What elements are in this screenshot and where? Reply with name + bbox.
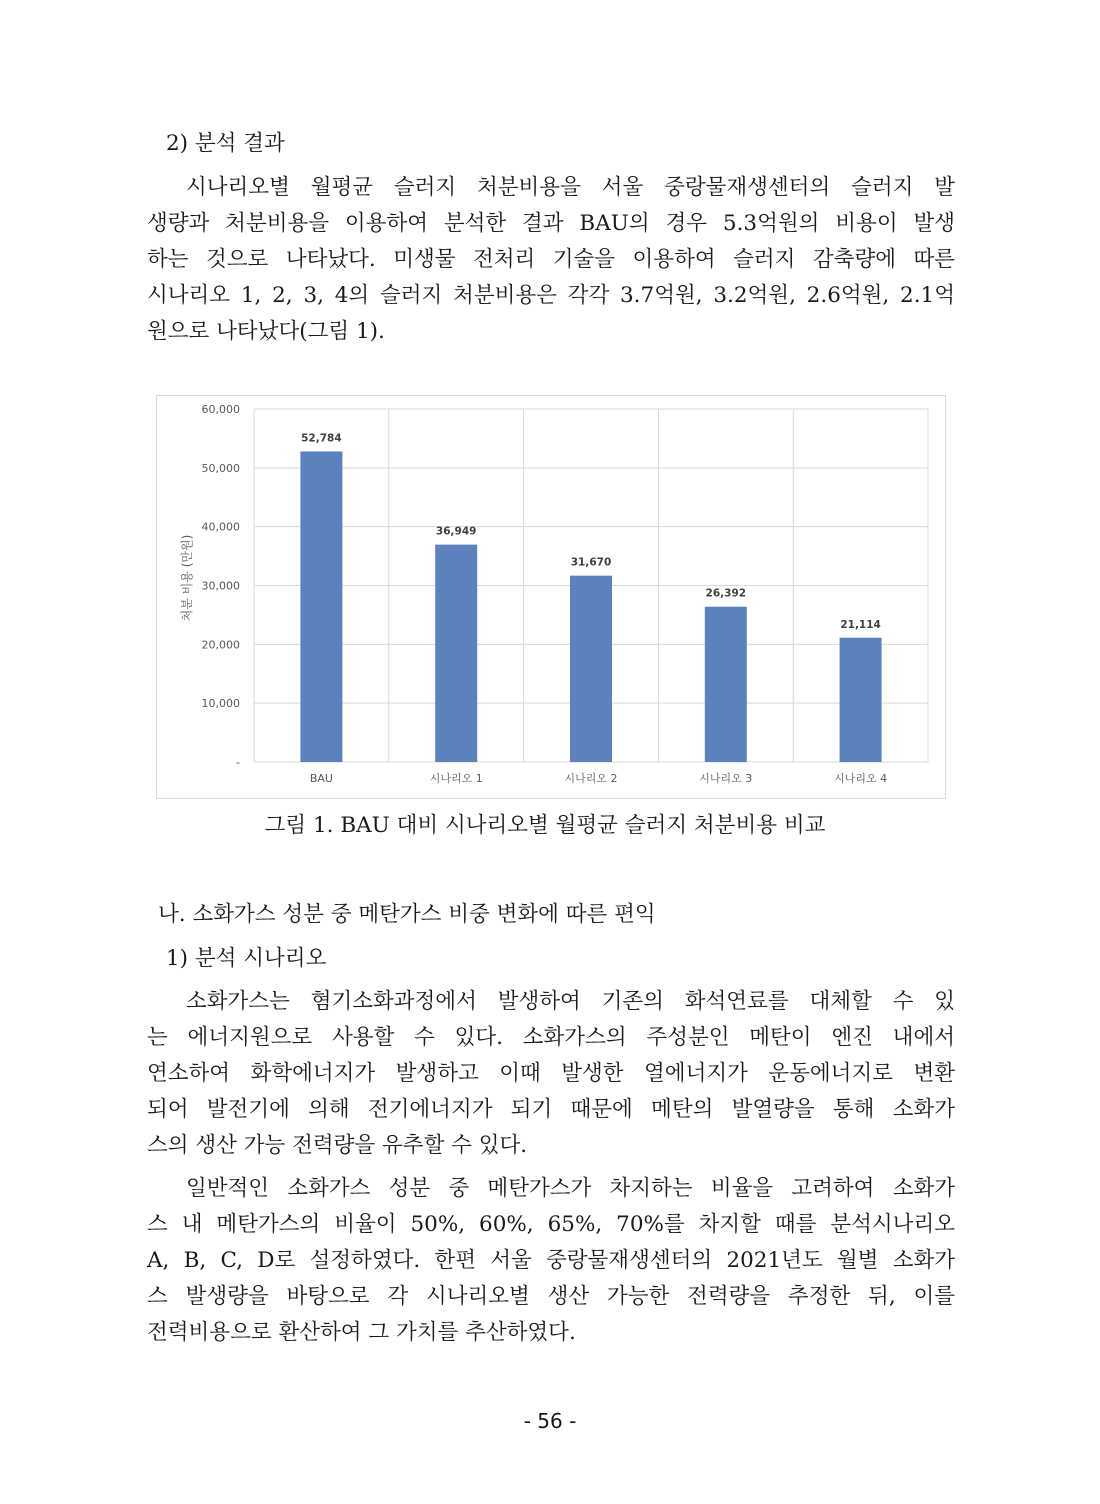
y-tick-label: 60,000 [201, 403, 240, 416]
y-tick-label: 10,000 [201, 697, 240, 711]
paragraph-line: 스 내 메탄가스의 비율이 50%, 60%, 65%, 70%를 차지할 때를 분석시나리오 [147, 1212, 955, 1237]
paragraph-line: 스 발생량을 바탕으로 각 시나리오별 생산 가능한 전력량을 추정한 뒤, 이를 [147, 1284, 955, 1309]
figure-caption: 그림 1. BAU 대비 시나리오별 월평균 슬러지 처분비용 비교 [264, 813, 826, 838]
paragraph-line: 하는 것으로 나타났다. 미생물 전처리 기술을 이용하여 슬러지 감축량에 따른 [147, 247, 955, 272]
bar [300, 451, 342, 762]
bar-value-label: 36,949 [435, 525, 477, 538]
paragraph-line: A, B, C, D로 설정하였다. 한편 서울 중랑물재생센터의 2021년도 월별 소화가 [147, 1248, 955, 1273]
paragraph-line: 생량과 처분비용을 이용하여 분석한 결과 BAU의 경우 5.3억원의 비용이 발생 [147, 211, 955, 236]
subsection-heading: 1) 분석 시나리오 [166, 946, 327, 971]
section-heading: 나. 소화가스 성분 중 메탄가스 비중 변화에 따른 편익 [158, 902, 656, 927]
paragraph-line: 연소하여 화학에너지가 발생하고 이때 발생한 열에너지가 운동에너지로 변환 [147, 1061, 955, 1086]
bar-value-label: 21,114 [840, 618, 881, 631]
bar [570, 576, 612, 762]
paragraph-line: 시나리오 1, 2, 3, 4의 슬러지 처분비용은 각각 3.7억원, 3.2억원, 2.6억원, 2.1억 [147, 283, 955, 308]
paragraph-line: 전력비용으로 환산하여 그 가치를 추산하였다. [147, 1320, 576, 1345]
section-heading: 2) 분석 결과 [166, 131, 285, 156]
x-category-label: BAU [309, 772, 333, 785]
bar-value-label: 31,670 [570, 556, 612, 569]
paragraph-line: 소화가스는 혐기소화과정에서 발생하여 기존의 화석연료를 대체할 수 있 [186, 989, 955, 1014]
y-tick-label: - [236, 756, 240, 769]
chart-canvas [157, 396, 945, 798]
chart-bars [300, 451, 881, 762]
paragraph-line: 일반적인 소화가스 성분 중 메탄가스가 차지하는 비율을 고려하여 소화가 [186, 1176, 955, 1201]
bar [840, 638, 882, 762]
bar [705, 607, 747, 762]
y-axis-label: 처분 비용 (만원) [180, 534, 194, 622]
paragraph-line: 되어 발전기에 의해 전기에너지가 되기 때문에 메탄의 발열량을 통해 소화가 [147, 1097, 955, 1122]
x-category-label: 시나리오 4 [834, 772, 888, 785]
bar-value-label: 52,784 [301, 432, 342, 445]
y-tick-label: 50,000 [201, 461, 240, 475]
x-category-label: 시나리오 3 [699, 772, 753, 785]
page-number: - 56 - [523, 1409, 577, 1433]
x-category-label: 시나리오 2 [564, 772, 618, 785]
bar-chart [156, 395, 946, 799]
y-tick-label: 30,000 [201, 579, 240, 593]
y-tick-label: 40,000 [201, 520, 240, 534]
bar [435, 545, 477, 762]
y-tick-label: 20,000 [201, 638, 240, 652]
paragraph-line: 원으로 나타났다(그림 1). [147, 319, 385, 344]
paragraph-line: 시나리오별 월평균 슬러지 처분비용을 서울 중랑물재생센터의 슬러지 발 [186, 175, 955, 200]
x-category-label: 시나리오 1 [429, 772, 483, 785]
paragraph-line: 스의 생산 가능 전력량을 유추할 수 있다. [147, 1133, 528, 1158]
bar-value-label: 26,392 [705, 587, 747, 600]
paragraph-line: 는 에너지원으로 사용할 수 있다. 소화가스의 주성분인 메탄이 엔진 내에서 [147, 1025, 955, 1050]
